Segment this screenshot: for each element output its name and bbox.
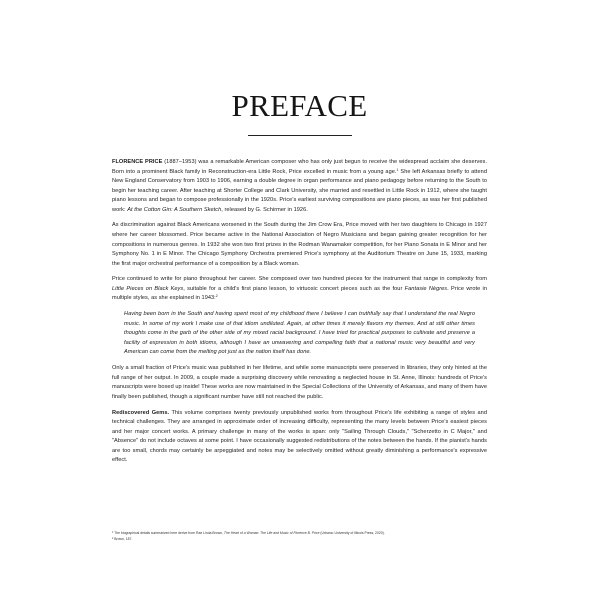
footnote-2 [112, 537, 487, 543]
paragraph-3-text-b: , suitable for a child's first piano lesson, to virtuosic concert pieces such as the four [183, 285, 405, 292]
paragraph-5-text: This volume comprises twenty previously unpublished works from throughout Price's life exhibiting a range of styles and technical challenges. They are arranged in approximate order of increasing difficulty, representing the many levels between Price's easiest pieces and her major concert works. A primary challenge in many of the works is span: only "Sailing Through Clouds," "Scherzetto in C Major," and "Absence" do not include octaves at some point. I have occasionally suggested redistributions of the notes between the hands. If the pianist's hands are too small, chords may certainly be arpeggiated and notes may be selectively omitted without greatly diminishing a performance's expressive effect. [112, 409, 487, 464]
footnote-ref-1[interactable]: 1 [396, 167, 399, 172]
paragraph-2: As discrimination against Black Americans worsened in the South during the Jim Crow Era, Price moved with her two daughters to Chicago in 1927 where her career blossomed. Price became active in the National Association of Negro Musicians and began gaining greater recognition for her compositions in numerous genres. In 1932 she won two first prizes in the Rodman Wanamaker competition, for her Piano Sonata in E Minor and her Symphony No. 1 in E Minor. The Chicago Symphony Orchestra premiered Price's symphony at the Auditorium Theatre on June 15, 1933, marking the first major orchestral performance of a composition by a Black woman. [112, 222, 487, 267]
paragraph-4: Only a small fraction of Price's music was published in her lifetime, and while some manuscripts were preserved in libraries, they only hinted at the full range of her output. In 2009, a couple made a surprising discovery while renovating a neglected house in St. Anne, Illinois: hundreds of Price's manuscripts were boxed up inside! These works are now maintained in the Special Collections of the University of Arkansas, and many of them have finally been published, though a significant number have still not reached the public. [112, 365, 487, 400]
block-quote: Having been born in the South and having spent most of my childhood there I believe I can truthfully say that I understand the real Negro music. In some of my work I make use of that idiom undiluted. Again, at other times it merely flavors my themes. And at still other times thoughts come in the garb of the other side of my mixed racial background. I have tried for practical purposes to cultivate and preserve a facility of expression in both idioms, although I have an unwavering and compelling faith that a national music very beautiful and very American can come from the melting pot just as the nation itself has done. [124, 311, 475, 356]
footnote-number-2: 2 [112, 536, 114, 540]
paragraph-1-text-a: (1887–1953) was a remarkable American composer who has only just begun to receive the widespread acclaim she deserves. Born into a prominent Black family in Reconstruction-era Little Rock, Price excelled in music from a young age. [112, 159, 487, 175]
paragraph-1-text-b: She left Arkansas briefly to attend New England Conservatory from 1903 to 1906, earning a double degree in organ performance and piano pedagogy before returning to the South to begin her teaching career. After teaching at Shorter College and Clark University, she married and resettled in Little Rock in 1912, where she taught piano lessons and began to compose professionally in the 1920s. Price's earliest surviving compositions are piano pieces, as was her first published work: [112, 168, 487, 213]
work-title-little-pieces: Little Pieces on Black Keys [112, 285, 184, 292]
work-title-fantasie: Fantasie Nègres [404, 285, 448, 292]
footnote-1-work-title: The Heart of a Woman: The Life and Music of Florence B. Price [223, 531, 320, 535]
work-title-cotton-gin: At the Cotton Gin: A Southern Sketch [127, 206, 222, 213]
paragraph-1-text-c: , released by G. Schirmer in 1926. [221, 206, 308, 213]
footnote-ref-2[interactable]: 2 [215, 294, 218, 299]
footnotes [112, 531, 487, 543]
footnote-2-text: Brown, 187. [113, 536, 133, 541]
page-title: PREFACE [231, 88, 368, 123]
title-divider [248, 135, 352, 136]
section-label-rediscovered-gems: Rediscovered Gems. [112, 409, 170, 416]
footnote-1-text-b: (Urbana: University of Illinois Press, 2020). [319, 531, 385, 535]
paragraph-5 [112, 409, 487, 466]
preface-body [112, 158, 487, 466]
composer-name: FLORENCE PRICE [112, 159, 163, 165]
paragraph-3 [112, 275, 487, 304]
footnote-number-1: 1 [112, 530, 114, 534]
paragraph-3-text-a: Price continued to write for piano throughout her career. She composed over two hundred pieces for the instrument that range in complexity from [112, 276, 487, 283]
paragraph-3-text-c: . Price wrote in multiple styles, as she explained in 1943: [112, 285, 488, 302]
footnote-1-text-a: The biographical details summarized here derive from Rae Linda Brown, [113, 531, 224, 535]
paragraph-1 [112, 158, 487, 215]
